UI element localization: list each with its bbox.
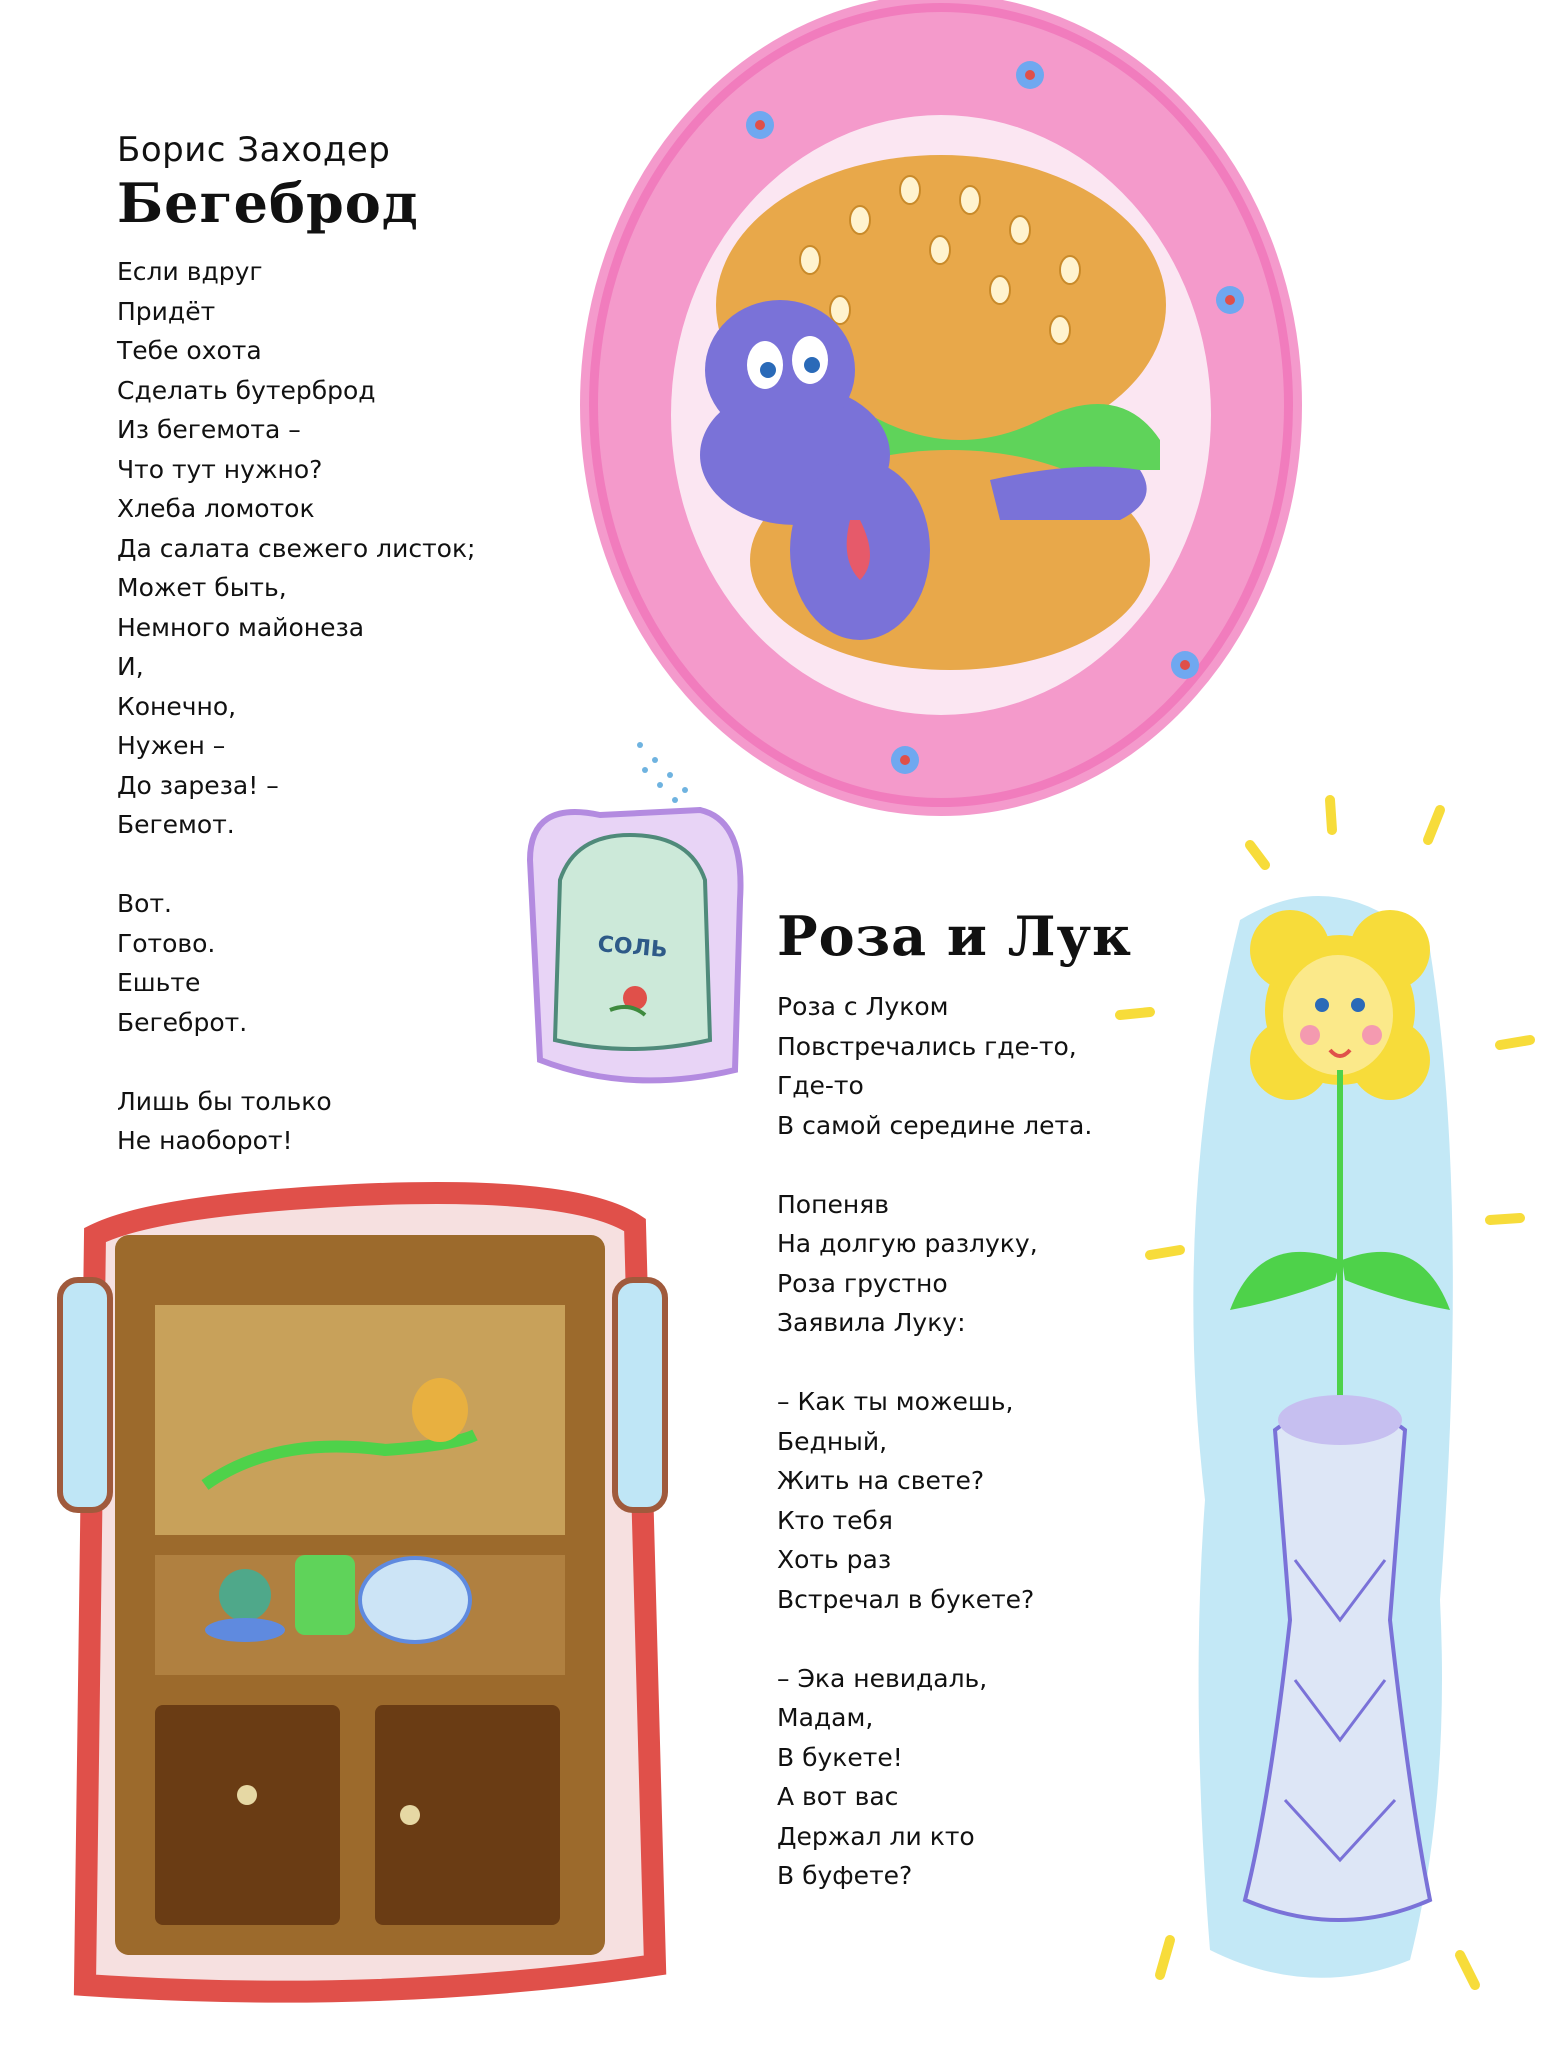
poem-line: Роза с Луком [777,992,949,1021]
poem-line: Бегемот. [117,810,235,839]
stanza [777,1185,1132,1343]
poem-body [777,987,1132,1896]
poem-line: В букете! [777,1742,903,1772]
poem-line: Немного майонеза [117,612,365,642]
poem-line: На долгую разлуку, [777,1229,1038,1258]
poem-line: А вот вас [777,1782,899,1811]
poem-line: Что тут нужно? [117,454,323,484]
poem-line: – Эка невидаль, [777,1663,988,1693]
poem-line: Не наоборот! [117,1126,293,1155]
poem-line: Вот. [117,889,172,918]
poem-line: Лишь бы только [117,1086,332,1116]
stanza [117,1082,475,1161]
poem-line: Сделать бутерброд [117,375,376,405]
stanza [777,1659,1132,1896]
stanza [777,1382,1132,1619]
poem-line: Хлеба ломоток [117,494,315,523]
poem-line: Из бегемота – [117,415,301,444]
poem-line: Повстречались где-то, [777,1031,1077,1061]
poem-title: Роза и Лук [777,904,1133,968]
poem-line: Держал ли кто [777,1821,975,1851]
poem-title: Бегеброд [117,171,419,235]
poem-line: Бегеброт. [117,1007,248,1037]
poem-line: Конечно, [117,691,237,721]
poem-line: Жить на свете? [777,1466,985,1495]
cup-icon [219,1569,271,1621]
poem-line: Попеняв [777,1189,889,1219]
poem-line: Если вдруг [117,257,263,286]
poem-line: Да салата свежего листок; [117,533,476,563]
stanza [777,987,1132,1145]
window-icon [60,1280,110,1510]
cupboard-door-left-icon [155,1705,340,1925]
poem-body [117,252,475,1161]
poem-line: Бедный, [777,1426,888,1456]
poem-line: И, [117,652,144,681]
salt-sprinkle-icon [637,742,703,813]
poem-line: В самой середине лета. [777,1110,1093,1140]
cupboard-illustration [55,1185,665,2015]
poem-line: Мадам, [777,1703,874,1732]
poem-line: Встречал в букете? [777,1584,1035,1614]
stanza [117,252,475,845]
poem-begebrod [117,130,475,1161]
poem-line: Хоть раз [777,1545,892,1574]
poem-line: В буфете? [777,1861,913,1890]
salt-shaker-illustration [520,740,750,1100]
poem-line: Готово. [117,928,216,958]
poem-line: Роза грустно [777,1268,948,1298]
poem-line: Придёт [117,296,216,326]
poem-line: Может быть, [117,573,287,602]
salt-label: СОЛЬ [596,932,669,964]
poem-roza-i-luk [777,905,1132,1896]
poem-line: Тебе охота [117,336,262,365]
poem-line: Где-то [777,1071,864,1100]
poem-line: Кто тебя [777,1505,893,1535]
poem-line: Заявила Луку: [777,1308,966,1337]
poem-line: – Как ты можешь, [777,1387,1014,1416]
jar-icon [295,1555,355,1635]
author-name: Борис Заходер [117,130,391,170]
rose-in-vase-illustration [1110,800,1550,2040]
stanza [117,884,475,1042]
window-icon [615,1280,665,1510]
onion-face-icon [412,1378,468,1442]
poem-line: Ешьте [117,968,201,997]
poem-line: Нужен – [117,731,226,760]
pot-icon [360,1558,470,1642]
poem-line: До зареза! – [117,770,279,800]
cupboard-shelf-icon [155,1305,565,1535]
hippo-burger-plate-illustration [560,0,1330,820]
